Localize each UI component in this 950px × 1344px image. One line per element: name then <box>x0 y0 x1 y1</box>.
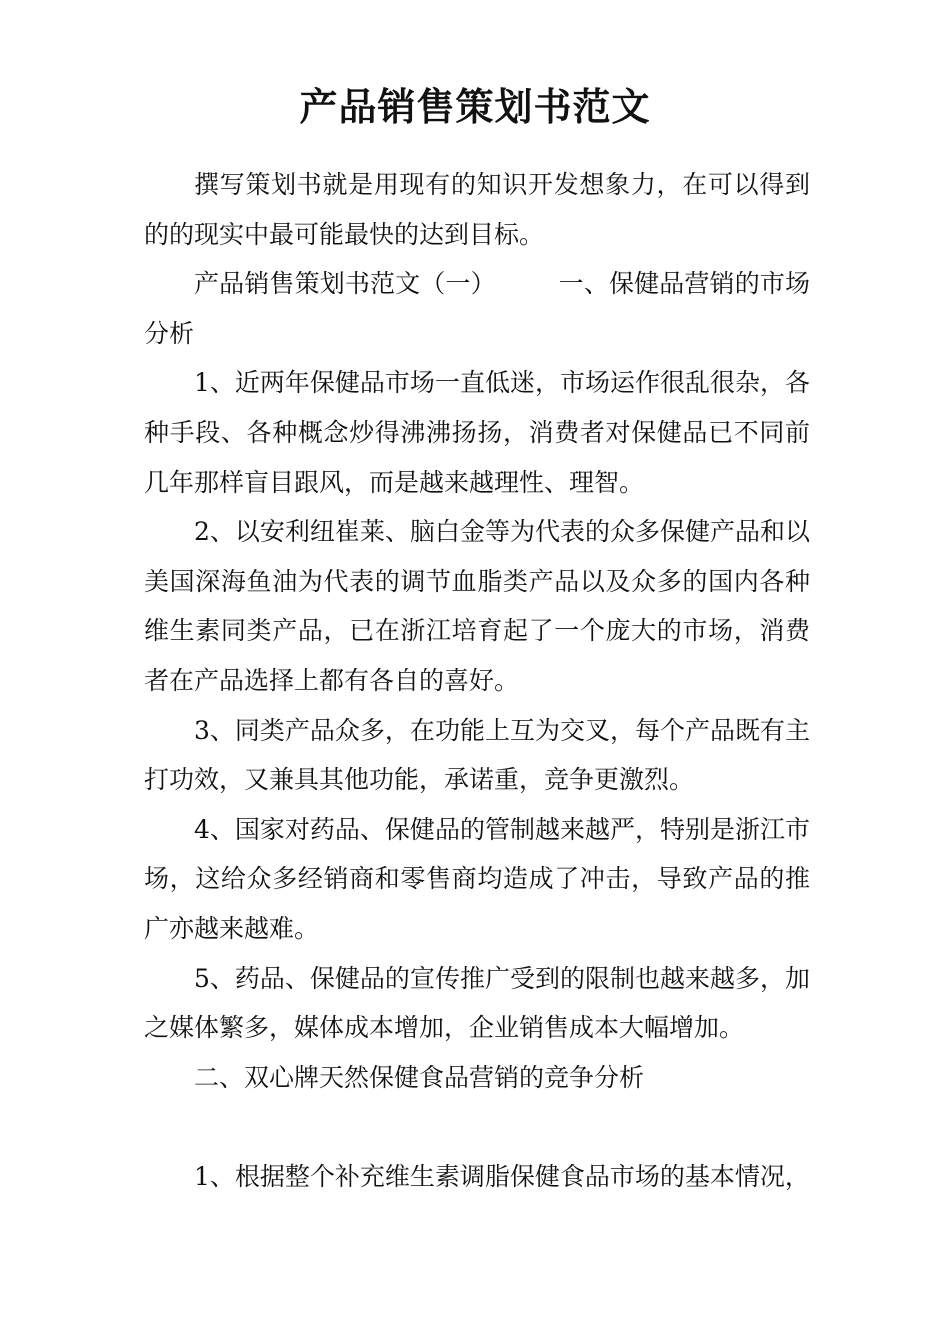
document-title: 产品销售策划书范文 <box>299 84 651 129</box>
paragraph-competition-heading: 二、双心牌天然保健食品营销的竞争分析 <box>194 1062 645 1092</box>
paragraph-point-3: 3、同类产品众多，在功能上互为交叉，每个产品既有主打功效，又兼具其他功能，承诺重，竞争更激烈。 <box>144 715 810 795</box>
paragraph-point-2: 2、以安利纽崔莱、脑白金等为代表的众多保健产品和以美国深海鱼油为代表的调节血脂类产品以及众多的国内各种维生素同类产品，已在浙江培育起了一个庞大的市场，消费者在产品选择上都有各自的喜好。 <box>144 517 810 695</box>
paragraph-point-4: 4、国家对药品、保健品的管制越来越严，特别是浙江市场，这给众多经销商和零售商均造成了冲击，导致产品的推广亦越来越难。 <box>144 814 810 943</box>
paragraph-point-5: 5、药品、保健品的宣传推广受到的限制也越来越多，加之媒体繁多，媒体成本增加，企业销售成本大幅增加。 <box>144 963 810 1043</box>
document-body <box>144 160 810 1201</box>
paragraph-intro: 撰写策划书就是用现有的知识开发想象力，在可以得到的的现实中最可能最快的达到目标。 <box>144 170 810 249</box>
paragraph-competition-point-1: 1、根据整个补充维生素调脂保健食品市场的基本情况， <box>194 1161 810 1191</box>
paragraph-point-1: 1、近两年保健品市场一直低迷，市场运作很乱很杂，各种手段、各种概念炒得沸沸扬扬，消费者对保健品已不同前几年那样盲目跟风，而是越来越理性、理智。 <box>144 368 810 497</box>
blank-line <box>144 1102 810 1152</box>
paragraph-section-heading: 产品销售策划书范文（一） 一、保健品营销的市场分析 <box>144 269 810 348</box>
